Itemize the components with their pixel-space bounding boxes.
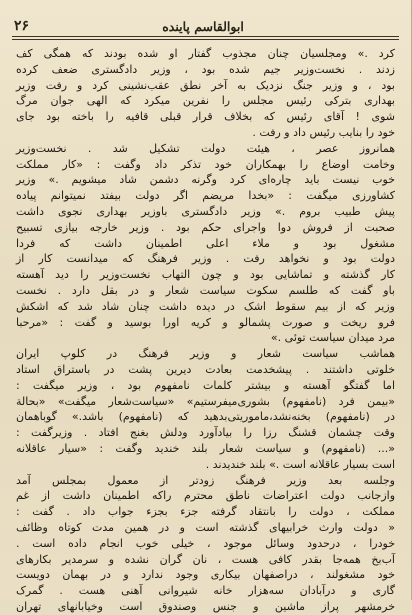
text-line: کرد .» ومجلسیان چنان مجذوب گفتار او شده بودند که همگی کف — [16, 47, 395, 60]
text-line: باو گفت که طلسم سکوت سیاست شعار و در بقل دارد . نخست — [16, 283, 395, 297]
text-line: همانروز عصر ، هیئت دولت تشکیل شد . نخست‌وزیر — [16, 141, 395, 155]
text-line: اما گفتگو آهسته و بیشتر کلمات نامفهوم بود ، وزیر میگفت : — [16, 378, 395, 392]
text-line: خودرا ، درحدود وسائل موجود ، خیلی خوب انجام داده است . — [16, 536, 395, 550]
text-line: وازجانب دولت اعتراضات ناطق محترم راکه اطمینان داشت از غم — [16, 489, 395, 503]
header-rule — [12, 36, 399, 37]
text-line: است بسیار عاقلانه است .» بلند خندیدند . — [205, 457, 395, 471]
text-line: هماشب سیاست شعار و وزیر فرهنگ در کلوپ ایران — [16, 347, 395, 361]
text-line: بود ، و وزیر جنگ نزدیک به آخر نطق عقب‌نشینی کرد و رفت وزیر — [16, 78, 395, 92]
text-line: صحبت از فروش دوا واجرای حکم بود . وزیر خارجه بیازی تسبیح — [16, 220, 395, 234]
text-line: خود مشغولند ، دراصفهان بیکاری وجود ندارد و در بهمان دویست — [16, 568, 395, 582]
text-line: «... (نامفهوم) و سیاست شعار بلند خندید وگفت : «سیار عاقلانه — [16, 441, 395, 455]
text-line: در (نامفهوم) بخنه‌نشد،ماموریتی‌بدهید که (نامفهوم) باشد.» گوباهمان — [16, 410, 395, 424]
running-title: ابوالقاسم پاینده — [162, 19, 244, 34]
text-line: بهداری بترکی رئیس مجلس را نفرین میکرد که الهی جوان مرگ — [16, 94, 395, 108]
text-line: وقت چشمان قشنگ رزا را بیادآورد ودلش بغنج افتاد . وزیرگفت : — [16, 426, 395, 440]
text-line: وجلسه بعد وزیر فرهنگ زودتر از معمول بمجلس آمد — [16, 473, 395, 487]
text-line: آب‌بخ همه‌جا بقدر کافی هست ، نان گران نشده و سرمدیر بکارهای — [16, 552, 395, 566]
text-line: دولت بود و نخواهد رفت . وزیر فرهنگ که میدانست کار از — [16, 252, 395, 266]
text-line: « دولت وارث خرابیهای گذشته است و در همین مدت کوتاه وظائف — [16, 520, 395, 534]
text-line: گاری و درآبادان سه‌هزار خانه شیروانی آهنی هست . گمرک — [16, 584, 395, 598]
text-line: «بیمن فرد (نامفهوم) بشوری‌میفرستیم» «سیاست‌شعار میگفت» «بحالة — [16, 394, 395, 408]
text-line: خود را بنایب رئیس داد و رفت . — [252, 125, 395, 139]
text-line: خوب نیست باید چاره‌ای کرد وگرنه دشمن شاد میشویم .» وزیر — [16, 173, 395, 187]
text-line: شوی ! آقای رئیس که بخلاف قرار قبلی قافیه را باخته بود جای — [16, 110, 395, 124]
page-number: ۲۶ — [14, 18, 30, 34]
text-line: پیش طبیب بروم .» وزیر دادگستری باوزیر بهداری نجوی داشت — [16, 204, 395, 218]
header-rule-thin — [12, 39, 399, 40]
text-line: خرمشهر پراز ماشین و جنس وصندوق است وخیابانهای تهران — [16, 599, 395, 613]
text-line: وزیر که از بیم سقوط اشک در دیده داشت چنان شاد شد که اشکش — [16, 299, 395, 313]
body-text — [16, 46, 395, 613]
text-line: مملکت ، دولت را بانتقاد گرفته جزء بجزء جواب داد . گفت : — [16, 505, 395, 519]
text-line: زدند . نخست‌وزیر جیم شده بود ، وزیر دادگستری ضعف کرده — [16, 62, 395, 76]
text-line: فرو ریخت و صورت پشمالو و کریه اورا بوسید و گفت : «مرحبا — [16, 315, 395, 329]
text-line: خلوتی داشتند . پیشخدمت بعادت دیرین پشت در باستراق استاد — [16, 362, 395, 376]
text-line: مشغول بود و ملاء اعلی اطمینان داشت که فردا — [16, 236, 395, 250]
text-line: مرد میدان سیاست توئی .» — [270, 331, 395, 345]
text-line: کار گذشته و تماشایی بود و چون التهاب نخست‌وزیر را دید آهسته — [16, 268, 395, 282]
text-line: وخامت اوضاع را بهمکاران خود تذکر داد وگفت : «کار مملکت — [16, 157, 395, 171]
page-header — [14, 12, 397, 34]
text-line: کشاورزی میگفت : «بخدا مریضم اگر دولت بیفتد نمیتوانم پیاده — [16, 189, 395, 203]
